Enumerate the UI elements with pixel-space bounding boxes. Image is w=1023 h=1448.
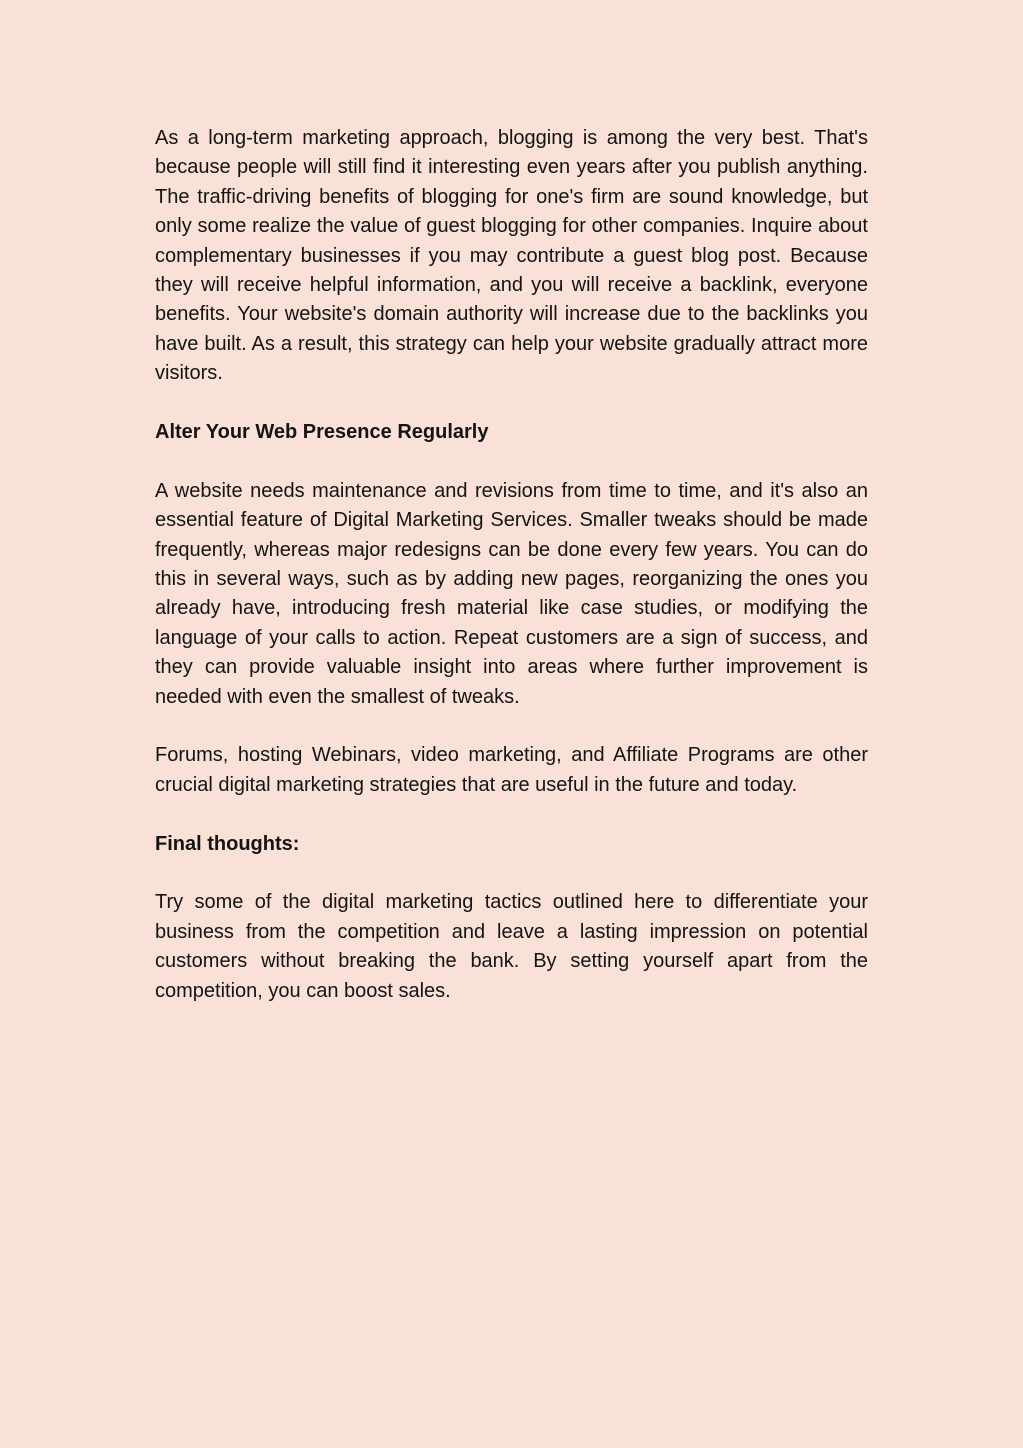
paragraph-other-strategies: Forums, hosting Webinars, video marketing, and Affiliate Programs are other crucial digital marketing strategies that are useful in the future and today. bbox=[155, 744, 868, 796]
paragraph-website-maintenance: A website needs maintenance and revisions from time to time, and it's also an essential feature of Digital Marketing Services. Smaller tweaks should be made frequently, whereas major redesigns can be done every few years. You can do this in several ways, such as by adding new pages, reorganizing the ones you already have, introducing fresh material like case studies, or modifying the language of your calls to action. Repeat customers are a sign of success, and they can provide valuable insight into areas where further improvement is needed with even the smallest of tweaks. bbox=[155, 479, 868, 708]
paragraph-conclusion: Try some of the digital marketing tactics outlined here to differentiate your business from the competition and leave a lasting impression on potential customers without breaking the bank. By setting yourself apart from the competition, you can boost sales. bbox=[155, 891, 868, 1002]
paragraph-guest-blogging: As a long-term marketing approach, blogging is among the very best. That's because people will still find it interesting even years after you publish anything. The traffic-driving benefits of blogging for one's firm are sound knowledge, but only some realize the value of guest blogging for other companies. Inquire about complementary businesses if you may contribute a guest blog post. Because they will receive helpful information, and you will receive a backlink, everyone benefits. Your website's domain authority will increase due to the backlinks you have built. As a result, this strategy can help your website gradually attract more visitors. bbox=[155, 127, 868, 385]
section-heading-final-thoughts: Final thoughts: bbox=[155, 832, 300, 855]
document-page bbox=[155, 124, 868, 1036]
section-heading-web-presence: Alter Your Web Presence Regularly bbox=[155, 421, 489, 444]
